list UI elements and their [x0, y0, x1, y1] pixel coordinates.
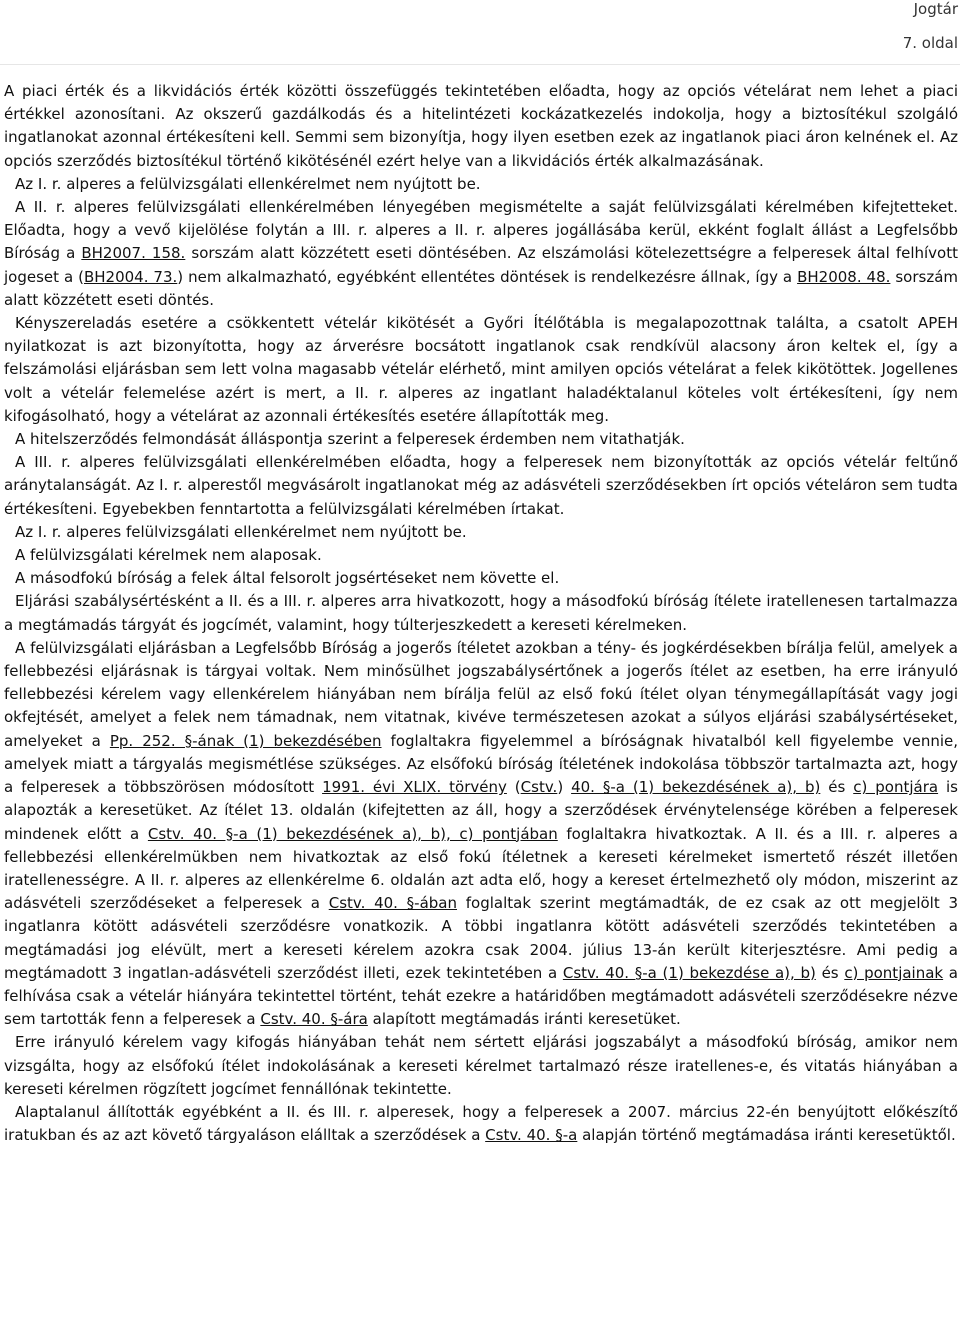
paragraph-text: A hitelszerződés felmondását álláspontja szerint a felperesek érdemben nem vitathatják. [15, 430, 685, 449]
app-title: Jogtár [913, 0, 958, 18]
paragraph-text: foglaltakra figyelemmel a bíróságnak hivatalból kell figyelembe vennie, amelyek miatt a tárgyalás megismétlése szükséges. Az elsőfokú bíróság ítéletének indokolása többször tartalmazta azt, hogy a felperesek a többszörösen módosított [4, 731, 959, 797]
paragraph-text: és [815, 963, 845, 982]
paragraph [4, 173, 958, 196]
legal-reference-link[interactable]: c) pontjainak [844, 963, 944, 982]
paragraph [4, 590, 958, 636]
paragraph-text: sorszám alatt közzétett eseti döntésében. Az elszámolási kötelezettségre a felperesek által felhívott jogeset a ( [4, 244, 958, 286]
paragraph [4, 521, 958, 544]
paragraph-text: Kényszereladás esetére a csökkentett vételár kikötését a Győri Ítélőtábla is megalapozottnak találta, a csatolt APEH nyilatkozat is azt bizonyította, hogy az árverésre bocsátott ingatlanok csak rendkívül alacsony áron keltek el, így a felszámolási eljárásban sem lett volna magasabb vételár elérhető, mint amilyen opciós vételárat a felek kikötöttek. Jogellenes volt a vételár felemelése azért is mert, a II. r. alperes az ingatlant haladéktalanul köteles volt értékesíteni, így nem kifogásolható, hogy a vételárat az azonnali értékesítés esetére állapították meg. [4, 314, 958, 425]
paragraph-text: A piaci érték és a likvidációs érték közötti összefüggés tekintetében előadta, hogy az opciós vételárat nem lehet a piaci értékkel azonosítani. Az okszerű gazdálkodás és a hitelintézeti kockázatkezelés indokolja, hogy a biztosítékul szolgáló ingatlanokat azonnal értékesíteni kell. Semmi sem bizonyítja, hogy ilyen esetben ezek az ingatlanok piaci áron kelnének el. Az opciós szerződés biztosítékul történő kikötésénél ezért helye van a likvidációs érték alkalmazásának. [4, 82, 958, 170]
legal-reference-link[interactable]: Cstv. 40. §-ában [328, 894, 458, 913]
legal-reference-link[interactable]: 40. §-a (1) bekezdésének a), b) [571, 778, 821, 797]
paragraph [4, 1031, 958, 1101]
legal-reference-link[interactable]: Cstv. 40. §-a (1) bekezdésének a), b), c) pontjában [147, 824, 558, 843]
paragraph-text: A II. r. alperes felülvizsgálati ellenkérelmében lényegében megismételte a saját felülvizsgálati kérelmében kifejtetteket. Előadta, hogy a vevő kijelölése folytán a III. r. alperes a II. r. alperes jogállásába kerül, ekként foglalt állást a Legfelsőbb Bíróság a [4, 198, 958, 263]
legal-reference-link[interactable]: BH2004. 73. [83, 267, 178, 286]
paragraph [4, 567, 958, 590]
legal-reference-link[interactable]: BH2008. 48. [797, 267, 891, 286]
paragraph-text: A másodfokú bíróság a felek által felsorolt jogsértéseket nem követte el. [15, 569, 560, 588]
paragraph-text: ( [506, 778, 521, 797]
legal-reference-link[interactable]: Cstv. 40. §-a [485, 1126, 578, 1145]
paragraph [4, 544, 958, 567]
legal-reference-link[interactable]: Cstv. [520, 778, 558, 797]
paragraph [4, 312, 958, 428]
paragraph-text: Alaptalanul állították egyébként a II. és III. r. alperesek, hogy a felperesek a 2007. március 22-én benyújtott előkészítő iratukban és az azt követő tárgyaláson elálltak a szerződések a [4, 1102, 958, 1145]
paragraph-text: alapján történő megtámadása iránti keresetüktől. [577, 1126, 956, 1145]
paragraph-text: és [820, 778, 854, 797]
paragraph [4, 196, 958, 312]
header-divider [0, 64, 960, 65]
paragraph-text: A III. r. alperes felülvizsgálati ellenkérelmében előadta, hogy a felperesek nem bizonyították az opciós vételár feltűnő aránytalanságát. Az I. r. alperestől megvásárolt ingatlanokat még az adásvételi szerződésekben írt opciós vételáron sem tudta értékesíteni. Egyebekben fenntartotta a felülvizsgálati kérelmében írtakat. [4, 453, 958, 518]
paragraph [4, 637, 958, 1031]
paragraph [4, 80, 958, 173]
legal-reference-link[interactable]: Pp. 252. §-ának (1) bekezdésében [109, 731, 382, 750]
legal-reference-link[interactable]: Cstv. 40. §-ára [260, 1010, 368, 1029]
paragraph-text: ) [557, 778, 572, 797]
paragraph-text: A felülvizsgálati kérelmek nem alaposak. [15, 546, 322, 565]
paragraph-text: foglaltak szerint megtámadták, de ez csak az ott megjelölt 3 ingatlanra kötött adásvételi szerződésre vonatkozik. A többi ingatlanra kötött adásvételi szerződés tekintetében a megtámadási jog elévült, mert a kereseti kérelem azokra csak 2004. július 13-án került kiterjesztésre. Ami pedig a megtámadott 3 ingatlan-adásvételi szerződést illeti, ezek tekintetében a [4, 894, 958, 982]
paragraph-text: a felhívása csak a vételár hiányára tekintettel történt, tehát ezekre a határidőben megtámadott adásvételi szerződésekre nézve sem tartották fenn a felperesek a [4, 963, 958, 1029]
paragraph-text: Az I. r. alperes felülvizsgálati ellenkérelmet nem nyújtott be. [15, 522, 467, 541]
paragraph-text: A felülvizsgálati eljárásban a Legfelsőbb Bíróság a jogerős ítéletet azokban a tény- és jogkérdésekben bírálja felül, amelyek a fellebbezési eljárásnak is tárgyai voltak. Nem minősülhet jogszabálysértőnek a jogerős ítélet az esetben, ha erre irányuló fellebbezési kérelem vagy ellenkérelem hiányában nem bírálja felül az első fokú ítélet olyan ténymegállapítását vagy jogi okfejtését, amelyet a felek nem támadnak, nem vitatnak, kivéve természetesen azokat a súlyos eljárási szabálysértéseket, amelyeket a [4, 638, 958, 750]
paragraph [4, 451, 958, 521]
page-number: 7. oldal [902, 34, 958, 52]
paragraph-text: foglaltakra hivatkoztak. A II. és a III. r. alperes a fellebbezési ellenkérelmükben nem hivatkoztak az első fokú ítéletnek a kereseti kérelmeket ismertető részét illetően iratellenességre. A II. r. alperes az ellenkérelme 6. oldalán azt adta elő, hogy a kereset értelmezhető oly módon, miszerint az adásvételi szerződéseket a felperesek a [4, 824, 958, 913]
document-body [4, 80, 958, 1147]
paragraph [4, 428, 958, 451]
paragraph-text: ) nem alkalmazható, egyébként ellentétes döntések is rendelkezésre állnak, így a [177, 267, 798, 286]
legal-reference-link[interactable]: Cstv. 40. §-a (1) bekezdése a), b) [562, 963, 816, 982]
legal-reference-link[interactable]: BH2007. 158. [81, 244, 186, 263]
paragraph-text: is alapozták a keresetüket. Az ítélet 13. oldalán (kifejtetten az áll, hogy a szerződések érvénytelensége körében a felperesek mindenek előtt a [4, 778, 958, 843]
paragraph [4, 1101, 958, 1147]
paragraph-text: Az I. r. alperes a felülvizsgálati ellenkérelmet nem nyújtott be. [15, 174, 481, 193]
legal-reference-link[interactable]: c) pontjára [853, 778, 939, 797]
legal-reference-link[interactable]: 1991. évi XLIX. törvény [322, 778, 507, 797]
paragraph-text: Erre irányuló kérelem vagy kifogás hiányában tehát nem sértett eljárási jogszabályt a másodfokú bíróság, amikor nem vizsgálta, hogy az elsőfokú ítélet indokolásának a kereseti kérelmet tartalmazó része iratellenes-e, és vitatás hiányában a kereseti kérelmen rögzített jogcímet fennállónak tekintette. [4, 1033, 958, 1098]
paragraph-text: Eljárási szabálysértésként a II. és a III. r. alperes arra hivatkozott, hogy a másodfokú bíróság ítélete iratellenesen tartalmazza a megtámadás tárgyát és jogcímét, valamint, hogy túlterjeszkedett a kereseti kérelmeken. [4, 592, 958, 634]
paragraph-text: alapított megtámadás iránti keresetüket. [367, 1010, 681, 1029]
paragraph-text: sorszám alatt közzétett eseti döntés. [4, 267, 959, 309]
